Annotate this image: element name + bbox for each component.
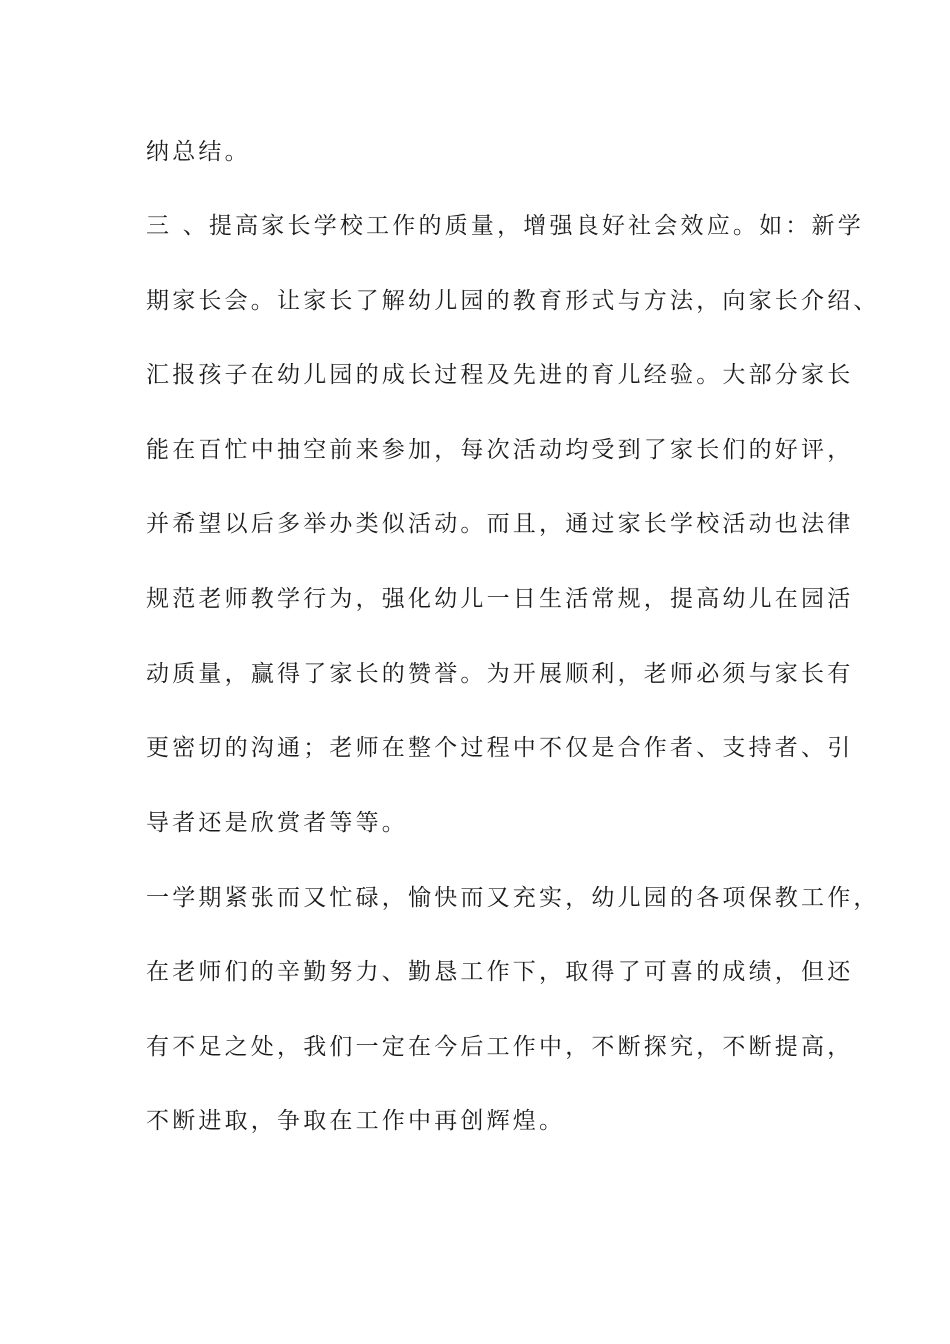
- text-line: 能在百忙中抽空前来参加，每次活动均受到了家长们的好评，: [146, 437, 854, 463]
- text-line: 有不足之处，我们一定在今后工作中，不断探究，不断提高，: [146, 1034, 854, 1060]
- text-line: 并希望以后多举办类似活动。而且，通过家长学校活动也法律: [146, 511, 854, 537]
- text-line: 在老师们的辛勤努力、勤恳工作下，取得了可喜的成绩，但还: [146, 959, 854, 985]
- text-line: 导者还是欣赏者等等。: [146, 810, 408, 836]
- text-line: 动质量，赢得了家长的赞誉。为开展顺利，老师必须与家长有: [146, 661, 854, 687]
- text-line: 汇报孩子在幼儿园的成长过程及先进的育儿经验。大部分家长: [146, 362, 854, 388]
- text-line: 三 、提高家长学校工作的质量，增强良好社会效应。如：新学: [146, 213, 864, 239]
- text-line: 一学期紧张而又忙碌，愉快而又充实，幼儿园的各项保教工作，: [146, 885, 880, 911]
- text-line: 规范老师教学行为，强化幼儿一日生活常规，提高幼儿在园活: [146, 586, 854, 612]
- text-line: 更密切的沟通；老师在整个过程中不仅是合作者、支持者、引: [146, 735, 854, 761]
- text-line: 纳总结。: [146, 139, 251, 165]
- text-line: 不断进取，争取在工作中再创辉煌。: [146, 1108, 566, 1134]
- text-line: 期家长会。让家长了解幼儿园的教育形式与方法，向家长介绍、: [146, 288, 880, 314]
